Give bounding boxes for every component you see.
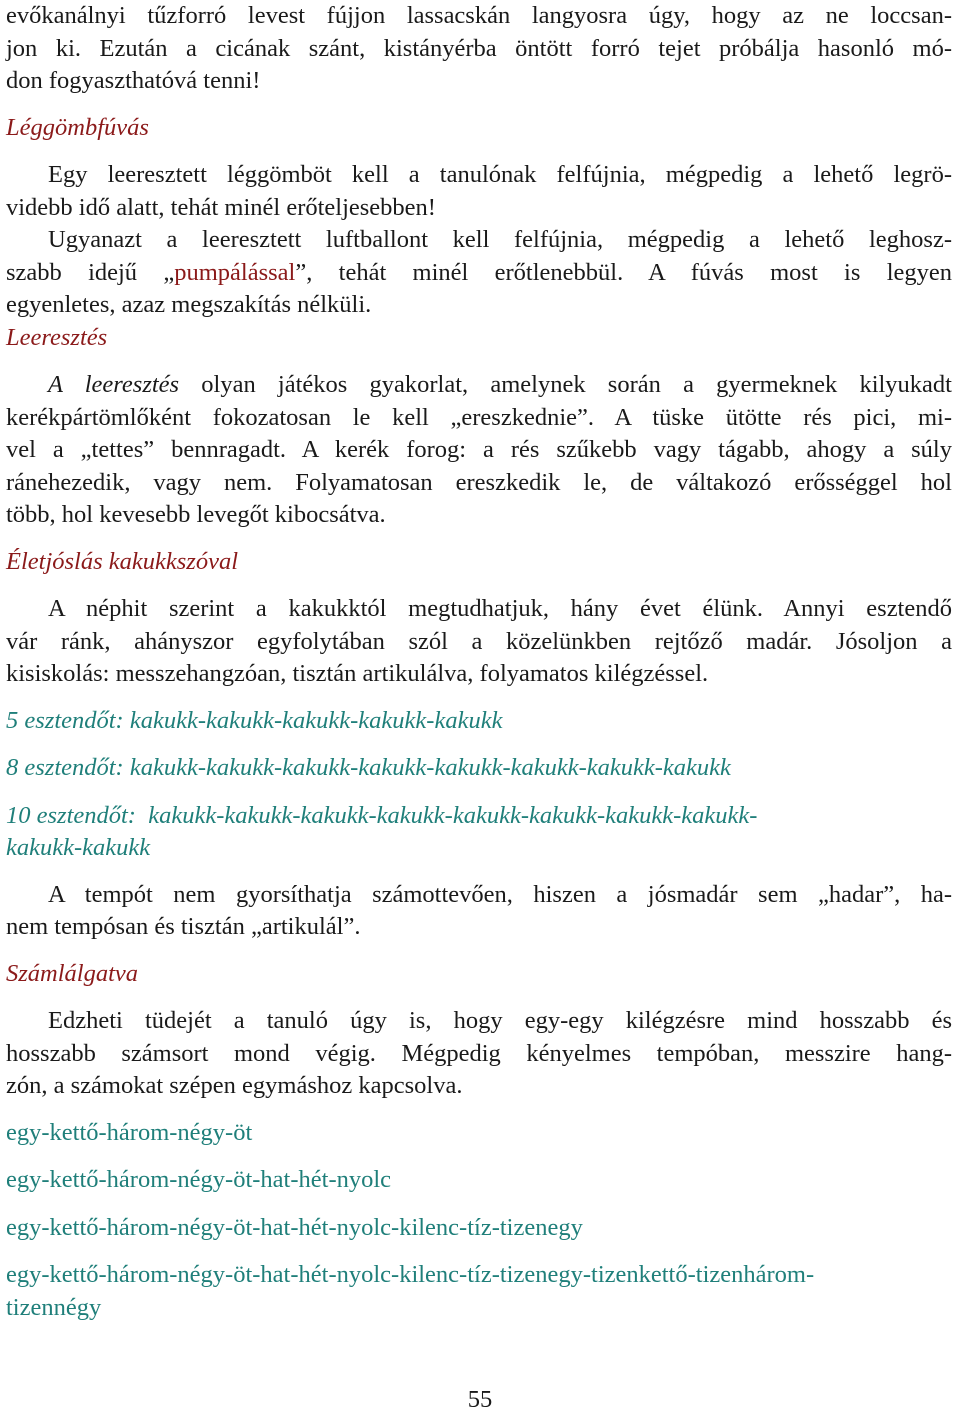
text-line: videbb idő alatt, tehát minél erőteljesebben! — [6, 193, 436, 221]
text-span: ”, tehát minél erőtlenebbül. A fúvás most is legyen — [295, 258, 952, 286]
text-line: jon ki. Ezután a cicának szánt, kistányérba öntött forró tejet próbálja hasonló mó- — [6, 34, 952, 62]
text-line: nem tempósan és tisztán „artikulál”. — [6, 913, 361, 940]
text-line: tizennégy — [6, 1293, 102, 1321]
highlighted-word: pumpálással — [174, 258, 296, 286]
text-line: A tempót nem gyorsíthatja számottevően, hiszen a jósmadár sem „hadar”, ha- — [48, 880, 952, 908]
page-number: 55 — [467, 1386, 493, 1413]
cuckoo-example-8: 8 esztendőt: kakukk-kakukk-kakukk-kakukk-kakukk-kakukk-kakukk-kakukk — [6, 754, 731, 781]
text-line: 10 esztendőt: kakukk-kakukk-kakukk-kakukk-kakukk-kakukk-kakukk-kakukk- — [6, 801, 758, 829]
paragraph-leeresztes — [6, 369, 952, 532]
italic-term: A leeresztés — [48, 371, 180, 398]
cuckoo-example-5: 5 esztendőt: kakukk-kakukk-kakukk-kakukk-kakukk — [6, 706, 503, 734]
text-line: zón, a számokat szépen egymáshoz kapcsolva. — [6, 1072, 463, 1099]
paragraph-leggomb-1 — [6, 159, 952, 224]
count-example-8: egy-kettő-három-négy-öt-hat-hét-nyolc — [6, 1166, 392, 1193]
text-line: kakukk-kakukk — [6, 834, 151, 861]
text-line: kerékpártömlőként fokozatosan le kell „ereszkednie”. A tüske ütötte rés pici, mi- — [6, 403, 952, 431]
text-line: egy-kettő-három-négy-öt-hat-hét-nyolc-kilenc-tíz-tizenegy-tizenkettő-tizenhárom- — [6, 1261, 815, 1288]
text-line — [6, 369, 952, 402]
text-line: vel a „tettes” bennragadt. A kerék forog: a rés szűkebb vagy tágabb, ahogy a súly — [6, 436, 952, 463]
section-heading-eletjoslas: Életjóslás kakukkszóval — [6, 547, 239, 575]
text-line: egyenletes, azaz megszakítás nélküli. — [6, 291, 372, 318]
text-line: Edzheti tüdejét a tanuló úgy is, hogy egy-egy kilégzésre mind hosszabb és — [48, 1007, 952, 1034]
section-heading-leggombfuvas: Léggömbfúvás — [6, 113, 149, 141]
text-span: olyan játékos gyakorlat, amelynek során a gyermeknek kilyukadt — [179, 371, 952, 398]
count-example-11: egy-kettő-három-négy-öt-hat-hét-nyolc-kilenc-tíz-tizenegy — [6, 1213, 583, 1241]
text-line: több, hol kevesebb levegőt kibocsátva. — [6, 501, 386, 528]
count-example-14 — [6, 1259, 952, 1324]
text-line: kisiskolás: messzehangzóan, tisztán artikulálva, folyamatos kilégzéssel. — [6, 660, 709, 687]
text-line: Egy leeresztett léggömböt kell a tanulónak felfújnia, mégpedig a lehető legrö- — [48, 161, 952, 188]
text-line: hosszabb számsort mond végig. Mégpedig kényelmes tempóban, messzire hang- — [6, 1039, 952, 1067]
text-line: Ugyanazt a leeresztett luftballont kell felfújnia, mégpedig a lehető leghosz- — [48, 226, 952, 253]
text-line: evőkanálnyi tűzforró levest fújjon lassacskán langyosra úgy, hogy az ne loccsan- — [6, 2, 952, 29]
text-line: don fogyaszthatóvá tenni! — [6, 67, 261, 94]
text-line: vár ránk, ahányszor egyfolytában szól a közelünkben rejtőző madár. Jósoljon a — [6, 627, 952, 655]
text-line: A néphit szerint a kakukktól megtudhatjuk, hány évet élünk. Annyi esztendő — [48, 595, 952, 622]
text-span: szabb idejű „ — [6, 258, 175, 286]
page-body — [6, 0, 952, 1324]
paragraph-leggomb-2 — [6, 224, 952, 322]
section-heading-leeresztes: Leeresztés — [6, 323, 108, 351]
count-example-5: egy-kettő-három-négy-öt — [6, 1118, 253, 1146]
text-line — [6, 257, 952, 290]
paragraph-eletjoslas — [6, 593, 952, 691]
paragraph-tempo — [6, 879, 952, 944]
text-line: ránehezedik, vagy nem. Folyamatosan ereszkedik le, de váltakozó erősséggel hol — [6, 468, 952, 496]
paragraph-intro — [6, 0, 952, 98]
cuckoo-example-10 — [6, 800, 952, 865]
paragraph-szamlalgatva — [6, 1005, 952, 1103]
section-heading-szamlalgatva: Számlálgatva — [6, 959, 139, 987]
